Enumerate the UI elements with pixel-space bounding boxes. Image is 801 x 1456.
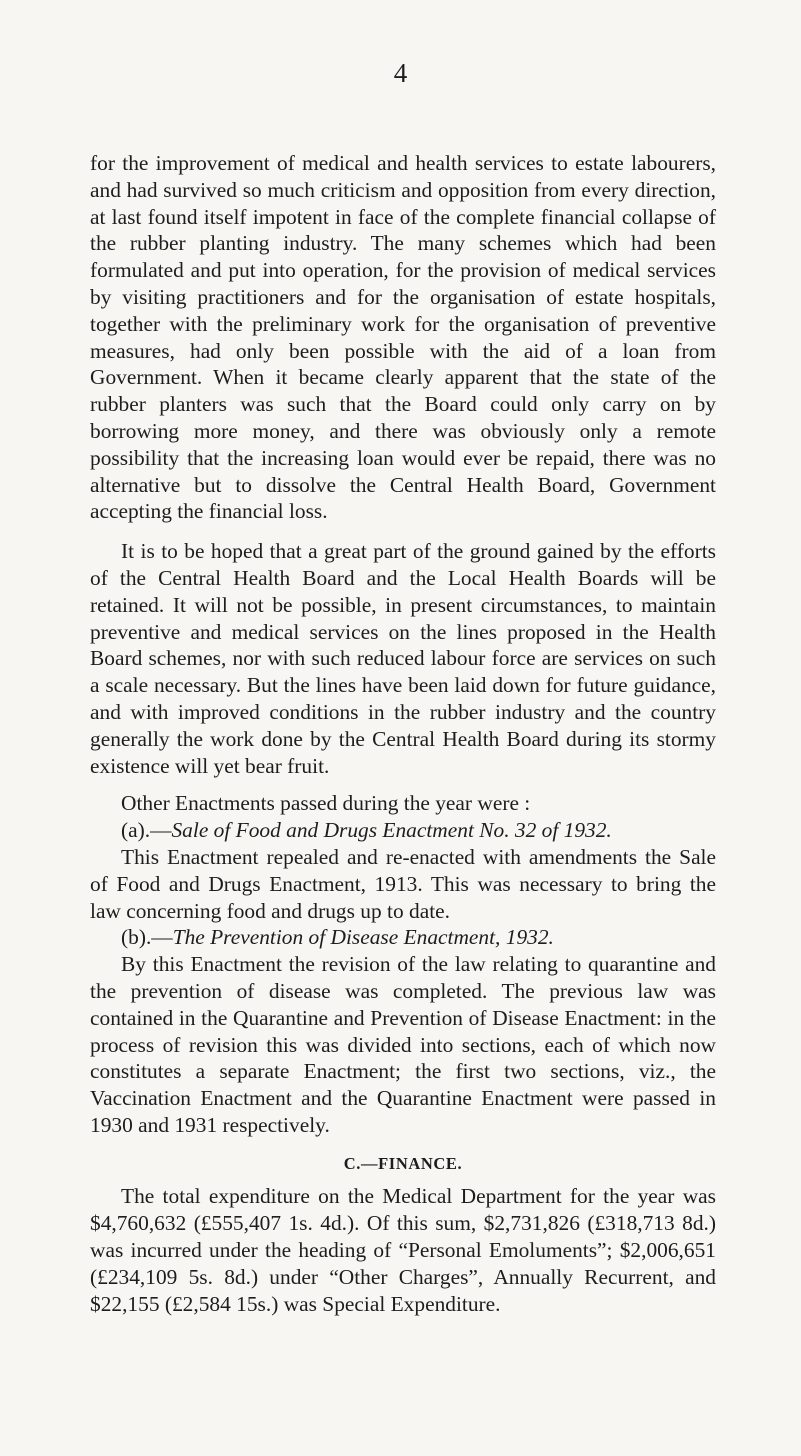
paragraph-health-board-dissolution: for the improvement of medical and health services to estate labourers, and had survived so much criticism and opposition from every direction, at last found itself impotent in face of the complete financial collapse of the rubber planting industry. The many schemes which had been formulated and put into operation, for the provision of medical services by visiting practitioners and for the organisation of estate hospitals, together with the preliminary work for the organisation of preventive measures, had only been possible with the aid of a loan from Government. When it became clearly apparent that the state of the rubber planters was such that the Board could only carry on by borrowing more money, and there was obviously only a remote possibility that the increasing loan would ever be repaid, there was no alternative but to dissolve the Central Health Board, Government accepting the financial loss. [90,151,716,524]
enactment-a-title: Sale of Food and Drugs Enactment No. 32 of 1932. [171,818,612,843]
enactment-b-dash: — [151,925,173,950]
enactment-a-heading [90,817,716,844]
enactment-b-label: (b). [121,925,152,950]
page-number: 4 [393,58,408,88]
paragraph-ground-gained: It is to be hoped that a great part of the ground gained by the efforts of the Central Health Board and the Local Health Boards will be retained. It will not be possible, in present circumstances, to maintain preventive and medical services on the lines proposed in the Health Board schemes, nor with such reduced labour force are services on such a scale necessary. But the lines have been laid down for future guidance, and with improved conditions in the rubber industry and the country generally the work done by the Central Health Board during its stormy existence will yet bear fruit. [90,539,716,778]
finance-section-heading: C.—FINANCE. [343,1153,463,1173]
enactment-b-title: The Prevention of Disease Enactment, 1932. [172,925,554,950]
finance-paragraph: The total expenditure on the Medical Department for the year was $4,760,632 (£555,407 1s. 4d.). Of this sum, $2,731,826 (£318,713 8d.) was incurred under the heading of “Personal Emoluments”; $2,006,651 (£234,109 5s. 8d.) under “Other Charges”, Annually Recurrent, and $22,155 (£2,584 15s.) was Special Expenditure. [90,1184,716,1316]
paragraph-other-enactments: Other Enactments passed during the year were : [121,791,531,816]
enactment-b-heading [90,924,716,951]
body-text [90,150,716,1317]
enactment-a-text: This Enactment repealed and re-enacted with amendments the Sale of Food and Drugs Enactment, 1913. This was necessary to bring the law concerning food and drugs up to date. [90,844,716,923]
enactment-a-label: (a). [121,818,151,843]
enactment-a-dash: — [150,818,172,843]
enactment-b-text: By this Enactment the revision of the law relating to quarantine and the prevention of disease was completed. The previous law was contained in the Quarantine and Prevention of Disease Enactment: in the process of revision this was divided into sections, each of which now constitutes a separate Enactment; the first two sections, viz., the Vaccination Enactment and the Quarantine Enactment were passed in 1930 and 1931 respectively. [90,952,716,1137]
